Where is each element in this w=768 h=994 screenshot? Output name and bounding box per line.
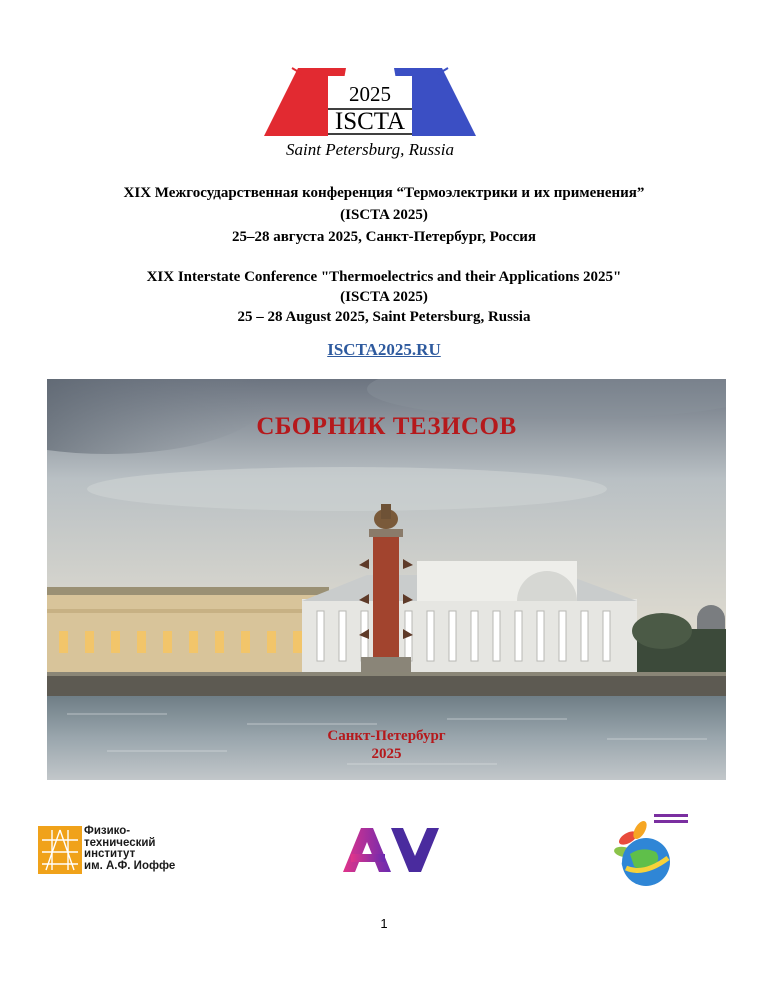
site-link[interactable]: ISCTA2025.RU <box>327 340 441 359</box>
site-link-container <box>0 340 768 360</box>
logo-name: ISCTA <box>334 108 406 135</box>
logo-year: 2025 <box>349 82 391 106</box>
cover-city: Санкт-Петербург <box>327 728 446 744</box>
en-title-line: XIX Interstate Conference "Thermoelectrics and their Applications 2025" <box>146 269 622 285</box>
ru-abbrev-line: (ISCTA 2025) <box>340 207 428 223</box>
en-date-line: 25 – 28 August 2025, Saint Petersburg, Russia <box>237 309 531 325</box>
ioffe-building-icon <box>38 826 82 874</box>
ioffe-text <box>84 826 175 872</box>
logo-city: Saint Petersburg, Russia <box>286 140 454 159</box>
ioffe-line: Физико- <box>84 825 131 837</box>
cover-title: СБОРНИК ТЕЗИСОВ <box>256 413 517 440</box>
ioffe-line: им. А.Ф. Иоффе <box>84 859 176 872</box>
intro-globe-logo-icon <box>598 812 690 892</box>
ru-title-line: XIX Межгосударственная конференция “Термоэлектрики и их применения” <box>123 185 645 201</box>
cover-year: 2025 <box>371 746 402 762</box>
ru-date-line: 25–28 августа 2025, Санкт-Петербург, Россия <box>231 229 537 245</box>
au-logo-icon <box>343 826 443 874</box>
iscta-logo <box>262 66 478 162</box>
page-number: 1 <box>380 916 388 931</box>
ioffe-line: институт <box>84 848 136 860</box>
ioffe-line: технический <box>84 836 156 849</box>
en-abbrev-line: (ISCTA 2025) <box>340 289 428 305</box>
cover-city-block <box>47 727 726 763</box>
